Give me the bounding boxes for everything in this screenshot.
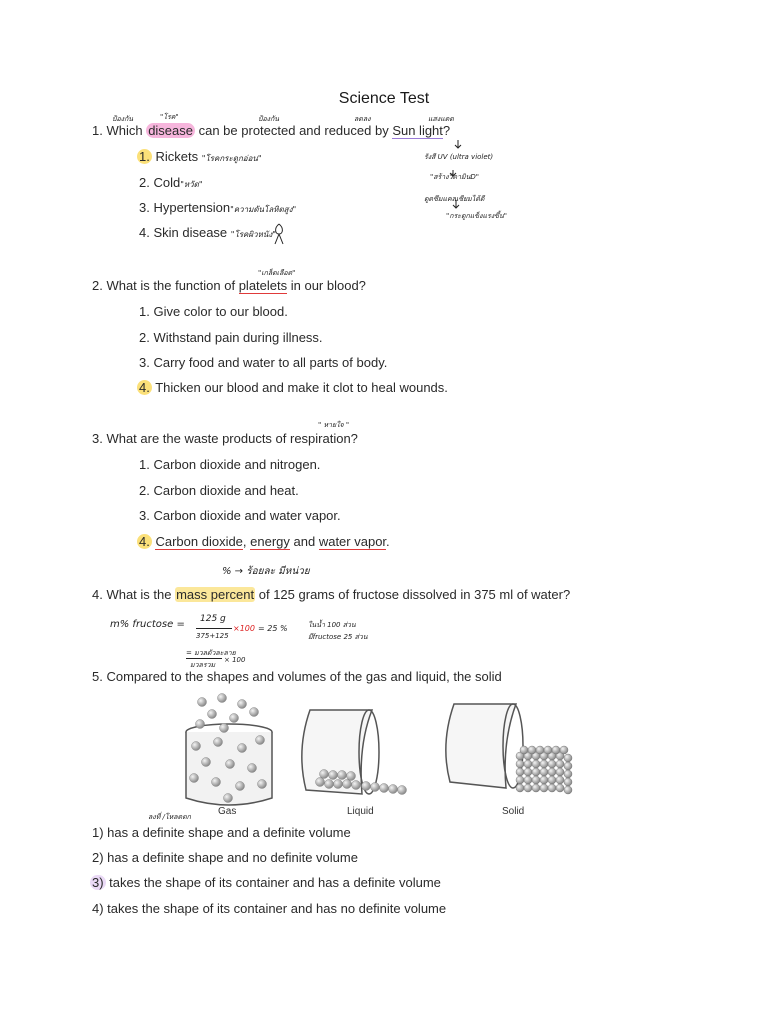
q2-option-1 [139,303,288,321]
q3-option-4 [137,533,390,551]
option-text: has a definite shape and no definite volume [103,850,358,865]
option-number: 3. [139,200,150,215]
question-2 [92,277,366,295]
option-text: Carbon dioxide and heat. [149,483,299,498]
q2-option-2 [139,329,323,347]
underlined-word: energy [250,534,290,549]
option-text: Cold [149,175,181,190]
question-text: in our blood? [287,278,366,293]
option-text: Hypertension [149,200,231,215]
figure-label-gas: Gas [218,806,237,817]
handwritten-note: "ความดันโลหิตสูง" [230,205,297,214]
question-3: 3. What are the waste products of respiration? [92,431,358,446]
question-text: of 125 grams of fructose dissolved in 375 ml of water? [255,587,571,602]
handwritten-work: = มวลตัวละลาย [186,649,236,657]
option-number: 1. [139,457,150,472]
handwritten-note: รังสี UV (ultra violet) [424,153,494,161]
handwritten-note: ลดลง [354,115,371,123]
option-text: takes the shape of its container and has a definite volume [105,875,441,890]
handwritten-work: ในน้ำ 100 ส่วน [308,621,356,629]
option-number: 1) [92,825,104,840]
underlined-word: platelets [238,278,288,293]
handwritten-work: 125 g [200,614,226,624]
answer-marker: 4. [139,380,150,395]
q1-option-3 [139,199,296,219]
q2-option-4 [137,379,448,397]
handwritten-note: แสงแดด [428,115,454,123]
handwritten-work: m% fructose = [110,619,185,630]
solid-container [446,704,572,794]
liquid-container [302,710,407,795]
ribbon-icon [272,222,286,246]
underlined-word: water vapor [318,534,387,549]
q5-option-4 [92,900,446,918]
fraction-bar [196,628,232,629]
question-4 [92,586,570,604]
option-text: Give color to our blood. [149,304,288,319]
question-text: ? [442,123,451,138]
option-number: 2) [92,850,104,865]
question-text: 2. What is the function of [92,278,239,293]
question-1 [92,122,450,140]
option-number: 3. [139,355,150,370]
handwritten-work: = 25 % [258,624,288,633]
option-number: 4. [139,225,150,240]
handwritten-note: ลงที่ /โหลดตก [148,813,191,821]
option-text: and [289,534,319,549]
handwritten-work: มวลรวม [190,661,216,669]
underlined-word: Carbon dioxide [155,534,243,549]
question-text: 4. What is the [92,587,176,602]
handwritten-work: 375+125 [196,632,229,640]
handwritten-work: × 100 [224,656,246,664]
q2-option-3 [139,354,387,372]
figure-label-liquid: Liquid [347,806,374,817]
option-number: 4) [92,901,104,916]
option-text: Carbon dioxide and water vapor. [149,508,341,523]
option-text: Thicken our blood and make it clot to heal wounds. [151,380,448,395]
option-number: 2. [139,330,150,345]
option-text: , [242,534,251,549]
gas-container [186,694,272,806]
handwritten-note: "โรคกระดูกอ่อน" [201,154,262,163]
handwritten-note: % → ร้อยละ มีหน่วย [222,566,310,577]
highlighted-word: mass percent [176,587,255,602]
highlighted-word: disease [148,123,193,138]
handwritten-note: "สร้างวิตามินD" [430,173,480,181]
states-of-matter-figure [172,690,592,818]
figure-label-solid: Solid [502,806,525,817]
handwritten-note: ป้องกัน [258,115,280,123]
handwritten-note: ป้องกัน [112,115,134,123]
q3-option-1 [139,456,320,474]
option-text: Carbon dioxide and nitrogen. [149,457,321,472]
q5-option-3 [90,874,441,892]
fraction-bar [186,658,222,659]
q5-option-2 [92,849,358,867]
handwritten-note: "โรคผิวหนัง" [230,230,276,239]
option-number: 2. [139,175,150,190]
option-number: 1. [139,304,150,319]
handwritten-note: "โรค" [160,113,179,121]
handwritten-work: ×100 [233,624,255,633]
handwritten-note: ดูดซึมแคลเซียมได้ดี [424,195,485,203]
q1-option-4 [139,224,276,244]
question-text: can be protected and reduced by [195,123,393,138]
q3-option-3 [139,507,341,525]
option-text: Carry food and water to all parts of body. [149,355,388,370]
handwritten-note: " หายใจ " [318,421,350,429]
option-number: 3. [139,508,150,523]
q5-option-1 [92,824,351,842]
option-text: has a definite shape and a definite volume [103,825,351,840]
option-text: . [386,534,390,549]
handwritten-note: "เกล็ดเลือด" [258,269,296,277]
handwritten-note: "กระดูกแข็งแรงขึ้น" [446,212,507,220]
q1-option-2 [139,174,203,194]
answer-marker: 3) [92,875,104,890]
option-text: Skin disease [149,225,231,240]
underlined-word: Sun light [392,123,443,138]
option-text: takes the shape of its container and has no definite volume [103,901,447,916]
handwritten-work: มีfructose 25 ส่วน [308,633,368,641]
answer-marker: 1. [139,149,150,164]
question-text: 1. Which [92,123,147,138]
handwritten-note: "หวัด" [180,180,203,189]
option-text: Withstand pain during illness. [149,330,323,345]
answer-marker: 4. [139,534,150,549]
q1-option-1 [137,148,262,168]
q3-option-2 [139,482,299,500]
question-5: 5. Compared to the shapes and volumes of the gas and liquid, the solid [92,669,502,684]
option-number: 2. [139,483,150,498]
page-title: Science Test [338,90,430,107]
option-text: Rickets [151,149,202,164]
